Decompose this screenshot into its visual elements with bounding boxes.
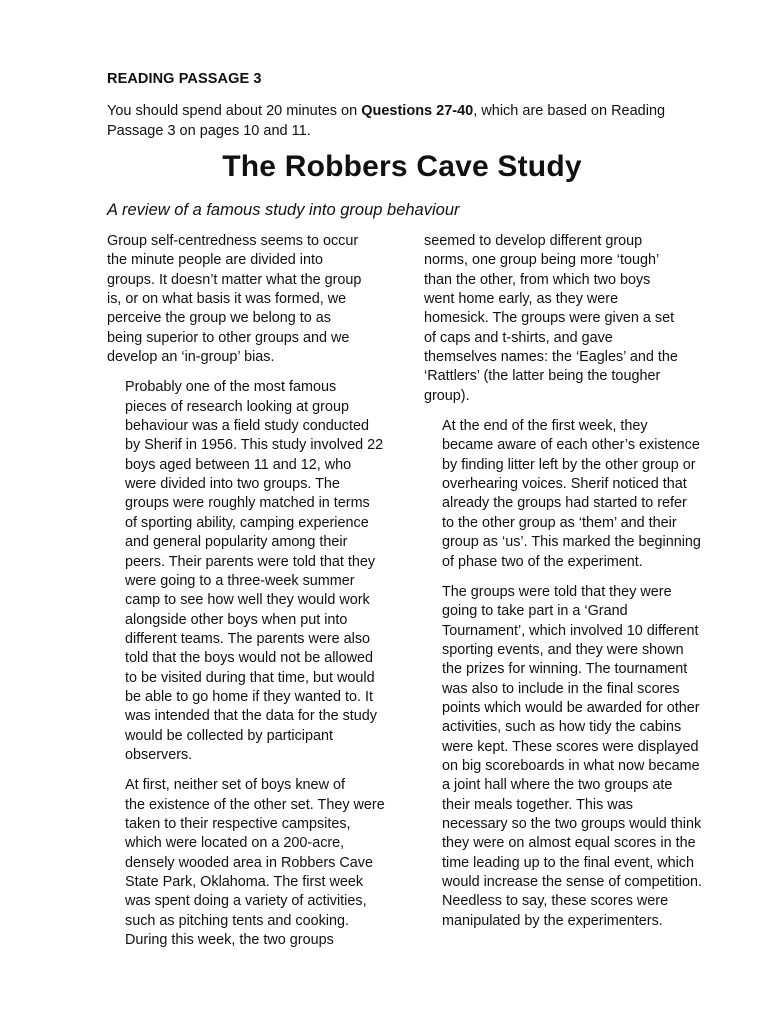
text-line: At the end of the first week, they xyxy=(442,418,648,435)
text-line: groups were roughly matched in terms xyxy=(125,495,370,512)
text-line: was intended that the data for the study xyxy=(125,708,378,725)
instructions-text-post: , which are based on Reading xyxy=(473,103,666,119)
text-line: pieces of research looking at group xyxy=(125,398,349,415)
right-column xyxy=(424,232,714,942)
text-line: became aware of each other’s existence xyxy=(442,437,700,454)
text-line: perceive the group we belong to as xyxy=(107,310,332,327)
text-line: behaviour was a field study conducted xyxy=(125,418,369,435)
text-line: of sporting ability, camping experience xyxy=(125,514,369,531)
text-line: than the other, from which two boys xyxy=(424,271,651,288)
text-line: peers. Their parents were told that they xyxy=(125,553,376,570)
text-line: was spent doing a variety of activities, xyxy=(125,893,367,910)
text-line: already the groups had started to refer xyxy=(442,495,687,512)
text-line: were divided into two groups. The xyxy=(125,476,340,493)
text-line: State Park, Oklahoma. The first week xyxy=(125,874,364,890)
text-line: During this week, the two groups xyxy=(125,932,334,949)
text-line: seemed to develop different group xyxy=(424,233,643,249)
text-line: of phase two of the experiment. xyxy=(442,553,643,570)
text-line: going to take part in a ‘Grand xyxy=(442,603,628,620)
text-line: a joint hall where the two groups ate xyxy=(442,777,673,794)
instructions xyxy=(107,101,707,141)
text-line: told that the boys would not be allowed xyxy=(125,650,374,667)
article-title: The Robbers Cave Study xyxy=(222,150,582,183)
text-line: sporting events, and they were shown xyxy=(442,641,684,658)
section-label: READING PASSAGE 3 xyxy=(107,71,262,87)
instructions-text-line2: Passage 3 on pages 10 and 11. xyxy=(107,123,311,139)
text-line: At first, neither set of boys knew of xyxy=(125,777,345,794)
text-line: boys aged between 11 and 12, who xyxy=(125,456,352,473)
text-line: develop an ‘in-group’ bias. xyxy=(107,349,275,366)
paragraph xyxy=(107,378,393,765)
text-line: Probably one of the most famous xyxy=(125,379,337,396)
text-line: ‘Rattlers’ (the latter being the tougher xyxy=(424,368,661,385)
text-line: be able to go home if they wanted to. It xyxy=(125,688,373,705)
paragraph xyxy=(107,232,393,367)
text-line: densely wooded area in Robbers Cave xyxy=(125,854,373,871)
text-line: the existence of the other set. They were xyxy=(125,796,385,813)
article-subtitle: A review of a famous study into group behaviour xyxy=(107,201,460,219)
paragraph xyxy=(424,232,714,406)
text-line: which were located on a 200-acre, xyxy=(125,835,345,852)
text-line: were kept. These scores were displayed xyxy=(442,738,699,755)
text-line: the minute people are divided into xyxy=(107,252,324,269)
text-line: Group self-centredness seems to occur xyxy=(107,233,359,249)
text-line: were going to a three-week summer xyxy=(125,572,355,589)
paragraph xyxy=(107,776,393,950)
text-line: to the other group as ‘them’ and their xyxy=(442,514,677,531)
text-line: would increase the sense of competition. xyxy=(442,874,702,890)
paragraph xyxy=(424,583,714,931)
text-line: camp to see how well they would work xyxy=(125,592,370,609)
left-column xyxy=(107,232,393,961)
text-line: group). xyxy=(424,387,470,404)
text-line: necessary so the two groups would think xyxy=(442,815,702,832)
instructions-questions: Questions 27-40 xyxy=(361,103,474,119)
text-line: observers. xyxy=(125,746,193,763)
text-line: homesick. The groups were given a set xyxy=(424,310,675,327)
text-line: manipulated by the experimenters. xyxy=(442,912,663,929)
text-line: points which would be awarded for other xyxy=(442,699,700,716)
text-line: went home early, as they were xyxy=(424,291,619,308)
text-line: on big scoreboards in what now became xyxy=(442,757,700,774)
text-line: by Sherif in 1956. This study involved 22 xyxy=(125,437,384,454)
text-line: group as ‘us’. This marked the beginning xyxy=(442,534,701,551)
text-line: Tournament’, which involved 10 different xyxy=(442,622,699,639)
text-line: such as pitching tents and cooking. xyxy=(125,912,349,929)
text-line: different teams. The parents were also xyxy=(125,630,371,647)
text-line: groups. It doesn’t matter what the group xyxy=(107,271,362,288)
text-line: alongside other boys when put into xyxy=(125,611,348,628)
text-line: themselves names: the ‘Eagles’ and the xyxy=(424,349,678,366)
text-line: they were on almost equal scores in the xyxy=(442,835,696,852)
paragraph xyxy=(424,417,714,572)
text-line: was also to include in the final scores xyxy=(442,680,680,697)
text-line: overhearing voices. Sherif noticed that xyxy=(442,476,687,493)
text-line: The groups were told that they were xyxy=(442,583,672,600)
text-line: to be visited during that time, but would xyxy=(125,669,375,686)
text-line: being superior to other groups and we xyxy=(107,329,350,346)
text-line: their meals together. This was xyxy=(442,796,633,813)
text-line: would be collected by participant xyxy=(125,727,333,744)
text-line: Needless to say, these scores were xyxy=(442,893,669,910)
text-line: of caps and t-shirts, and gave xyxy=(424,329,613,346)
text-line: norms, one group being more ‘tough’ xyxy=(424,252,660,269)
text-line: and general popularity among their xyxy=(125,534,348,551)
text-line: by finding litter left by the other group or xyxy=(442,456,696,473)
text-line: activities, such as how tidy the cabins xyxy=(442,719,682,736)
text-line: taken to their respective campsites, xyxy=(125,815,351,832)
text-line: the prizes for winning. The tournament xyxy=(442,661,688,678)
text-line: time leading up to the final event, which xyxy=(442,854,694,871)
text-line: is, or on what basis it was formed, we xyxy=(107,291,347,308)
instructions-text-pre: You should spend about 20 minutes on xyxy=(107,103,362,119)
